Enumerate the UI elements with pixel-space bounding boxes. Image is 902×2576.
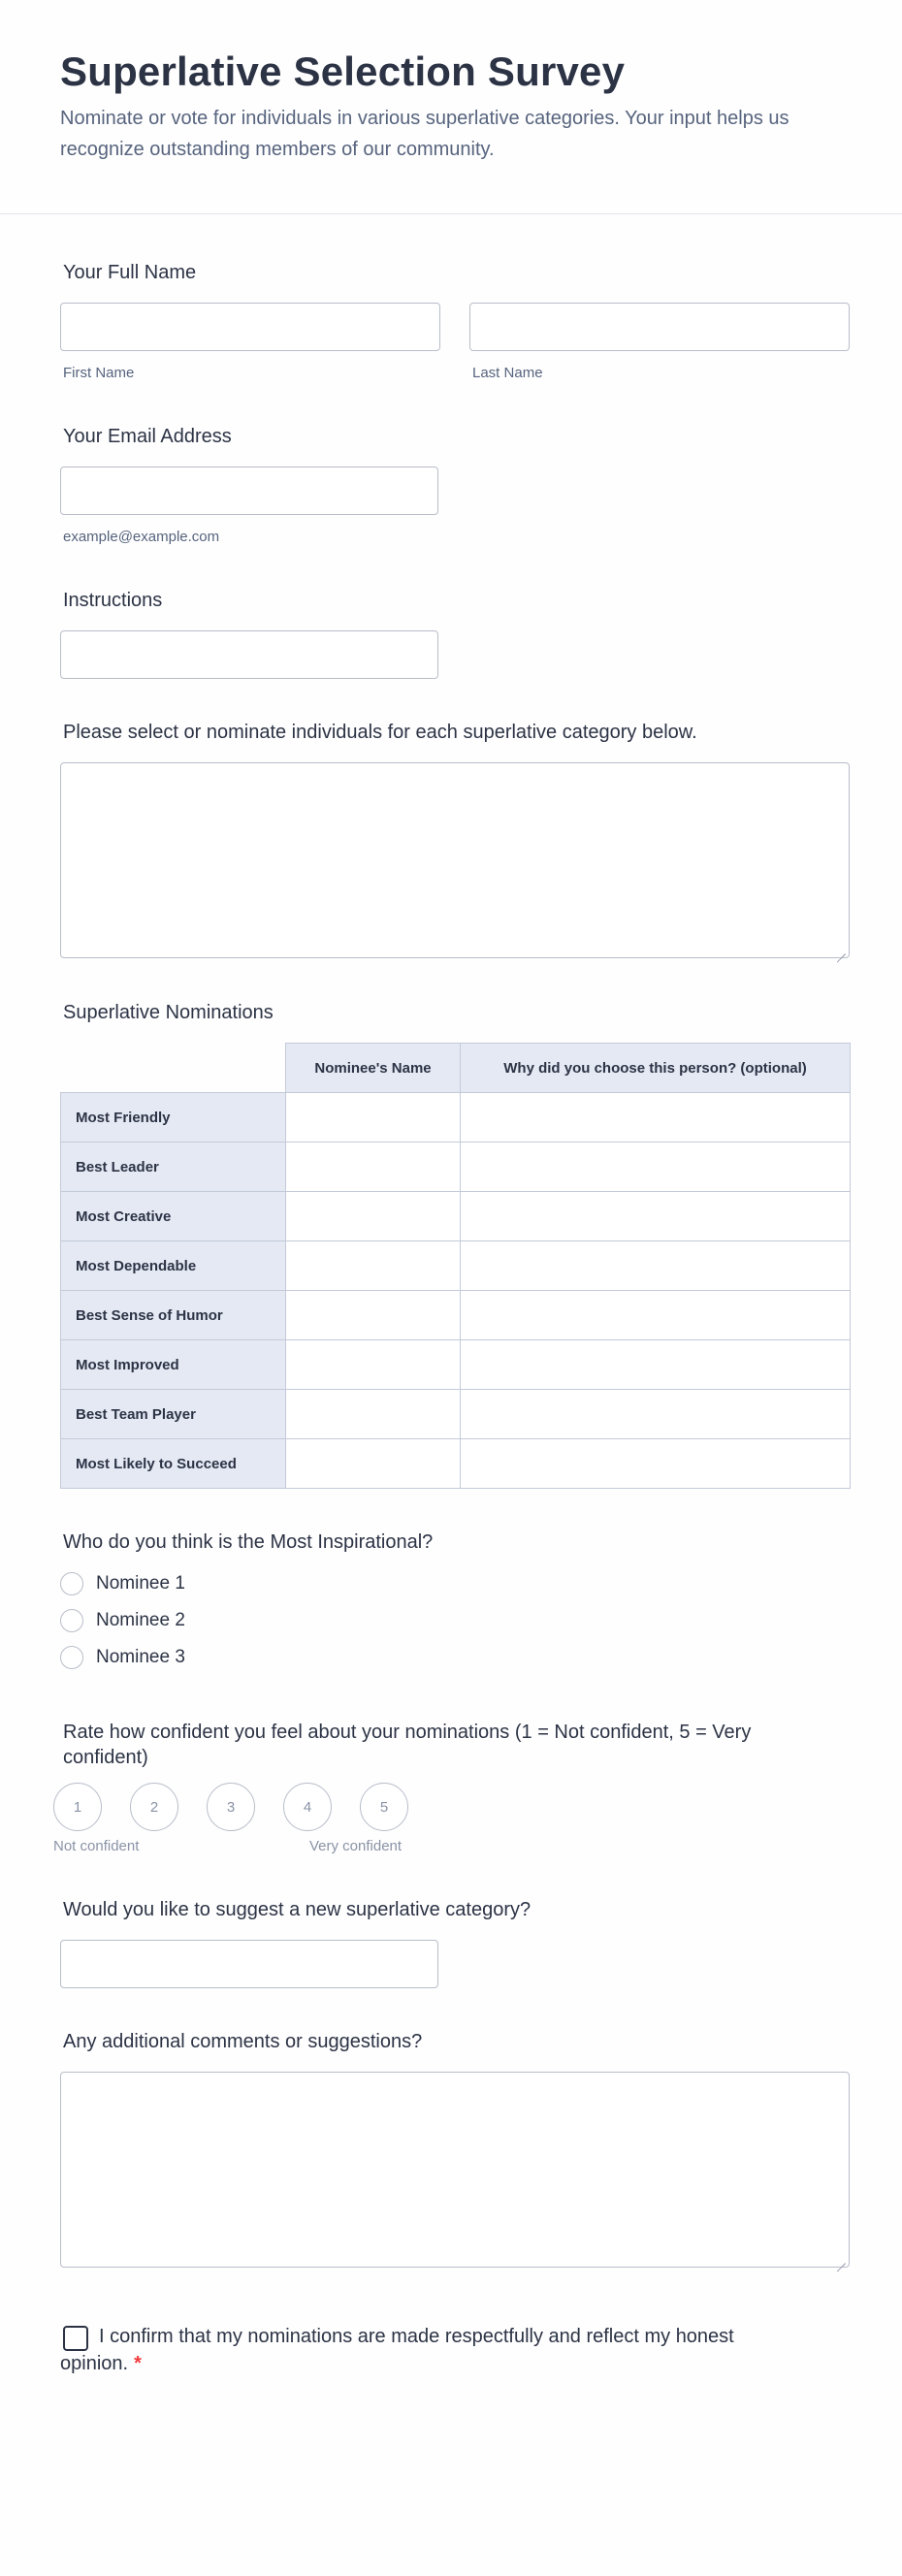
matrix-row-label: Most Likely to Succeed	[61, 1439, 286, 1489]
rating-high-hint: Very confident	[309, 1838, 403, 1854]
radio-button[interactable]	[60, 1646, 83, 1669]
new-category-label: Would you like to suggest a new superlative category?	[63, 1899, 532, 1920]
nominee-name-cell[interactable]	[286, 1241, 461, 1291]
matrix-column-header: Why did you choose this person? (optional)	[461, 1044, 851, 1093]
nominee-name-cell[interactable]	[286, 1340, 461, 1390]
reason-cell[interactable]	[461, 1192, 851, 1241]
radio-option[interactable]	[60, 1645, 185, 1670]
new-category-input[interactable]	[60, 1940, 438, 1988]
confirm-text: I confirm that my nominations are made respectfully and reflect my honest opinion.	[60, 2326, 734, 2374]
form-subtitle: Nominate or vote for individuals in various superlative categories. Your input helps us recognize outstanding members of our community.	[60, 108, 789, 160]
matrix-row-label: Most Friendly	[61, 1093, 286, 1143]
matrix-row	[61, 1143, 851, 1192]
rating-option-1[interactable]: 1	[53, 1783, 102, 1831]
form-header	[0, 0, 902, 214]
comments-label: Any additional comments or suggestions?	[63, 2031, 423, 2052]
nominee-name-cell[interactable]	[286, 1291, 461, 1340]
matrix-row	[61, 1439, 851, 1489]
first-name-input[interactable]	[60, 303, 440, 351]
matrix-column-header: Nominee's Name	[286, 1044, 461, 1093]
radio-option[interactable]	[60, 1571, 185, 1596]
full-name-label: Your Full Name	[63, 262, 197, 283]
radio-button[interactable]	[60, 1572, 83, 1595]
nominee-name-cell[interactable]	[286, 1192, 461, 1241]
nominations-matrix	[60, 1043, 851, 1489]
matrix-row	[61, 1390, 851, 1439]
matrix-row	[61, 1192, 851, 1241]
email-input[interactable]	[60, 467, 438, 515]
last-name-input[interactable]	[469, 303, 850, 351]
comments-textarea[interactable]	[60, 2072, 850, 2268]
matrix-corner	[61, 1044, 286, 1093]
required-mark: *	[134, 2353, 142, 2374]
confirm-label	[60, 2323, 758, 2377]
reason-cell[interactable]	[461, 1093, 851, 1143]
nominee-name-cell[interactable]	[286, 1439, 461, 1489]
radio-option[interactable]	[60, 1608, 185, 1633]
reason-cell[interactable]	[461, 1340, 851, 1390]
reason-cell[interactable]	[461, 1390, 851, 1439]
radio-button[interactable]	[60, 1609, 83, 1632]
radio-option-label: Nominee 1	[96, 1573, 185, 1594]
instructions-label: Instructions	[63, 590, 163, 611]
nominee-name-cell[interactable]	[286, 1390, 461, 1439]
rating-option-3[interactable]: 3	[207, 1783, 255, 1831]
matrix-row	[61, 1291, 851, 1340]
form-title: Superlative Selection Survey	[60, 48, 626, 94]
matrix-row-label: Most Improved	[61, 1340, 286, 1390]
email-label: Your Email Address	[63, 426, 232, 447]
matrix-row	[61, 1241, 851, 1291]
rating-option-2[interactable]: 2	[130, 1783, 178, 1831]
resize-handle-icon[interactable]	[836, 945, 846, 954]
email-sublabel: example@example.com	[63, 529, 220, 545]
instructions-input[interactable]	[60, 630, 438, 679]
matrix-row-label: Best Leader	[61, 1143, 286, 1192]
reason-cell[interactable]	[461, 1291, 851, 1340]
nominate-textarea[interactable]	[60, 762, 850, 958]
matrix-row-label: Most Creative	[61, 1192, 286, 1241]
nominate-label: Please select or nominate individuals for each superlative category below.	[63, 722, 697, 743]
rating-option-5[interactable]: 5	[360, 1783, 408, 1831]
matrix-row-label: Best Sense of Humor	[61, 1291, 286, 1340]
matrix-row	[61, 1093, 851, 1143]
first-name-sublabel: First Name	[63, 365, 135, 381]
matrix-row-label: Most Dependable	[61, 1241, 286, 1291]
matrix-label: Superlative Nominations	[63, 1002, 274, 1023]
matrix-row-label: Best Team Player	[61, 1390, 286, 1439]
rating-low-hint: Not confident	[53, 1838, 140, 1854]
rating-option-4[interactable]: 4	[283, 1783, 332, 1831]
radio-option-label: Nominee 3	[96, 1647, 185, 1667]
reason-cell[interactable]	[461, 1143, 851, 1192]
radio-option-label: Nominee 2	[96, 1610, 185, 1630]
resize-handle-icon[interactable]	[836, 2254, 846, 2264]
last-name-sublabel: Last Name	[472, 365, 543, 381]
rating-label: Rate how confident you feel about your nominations (1 = Not confident, 5 = Very confident)	[63, 1722, 752, 1768]
nominee-name-cell[interactable]	[286, 1143, 461, 1192]
reason-cell[interactable]	[461, 1241, 851, 1291]
inspirational-label: Who do you think is the Most Inspirational?	[63, 1531, 434, 1553]
matrix-row	[61, 1340, 851, 1390]
reason-cell[interactable]	[461, 1439, 851, 1489]
nominee-name-cell[interactable]	[286, 1093, 461, 1143]
